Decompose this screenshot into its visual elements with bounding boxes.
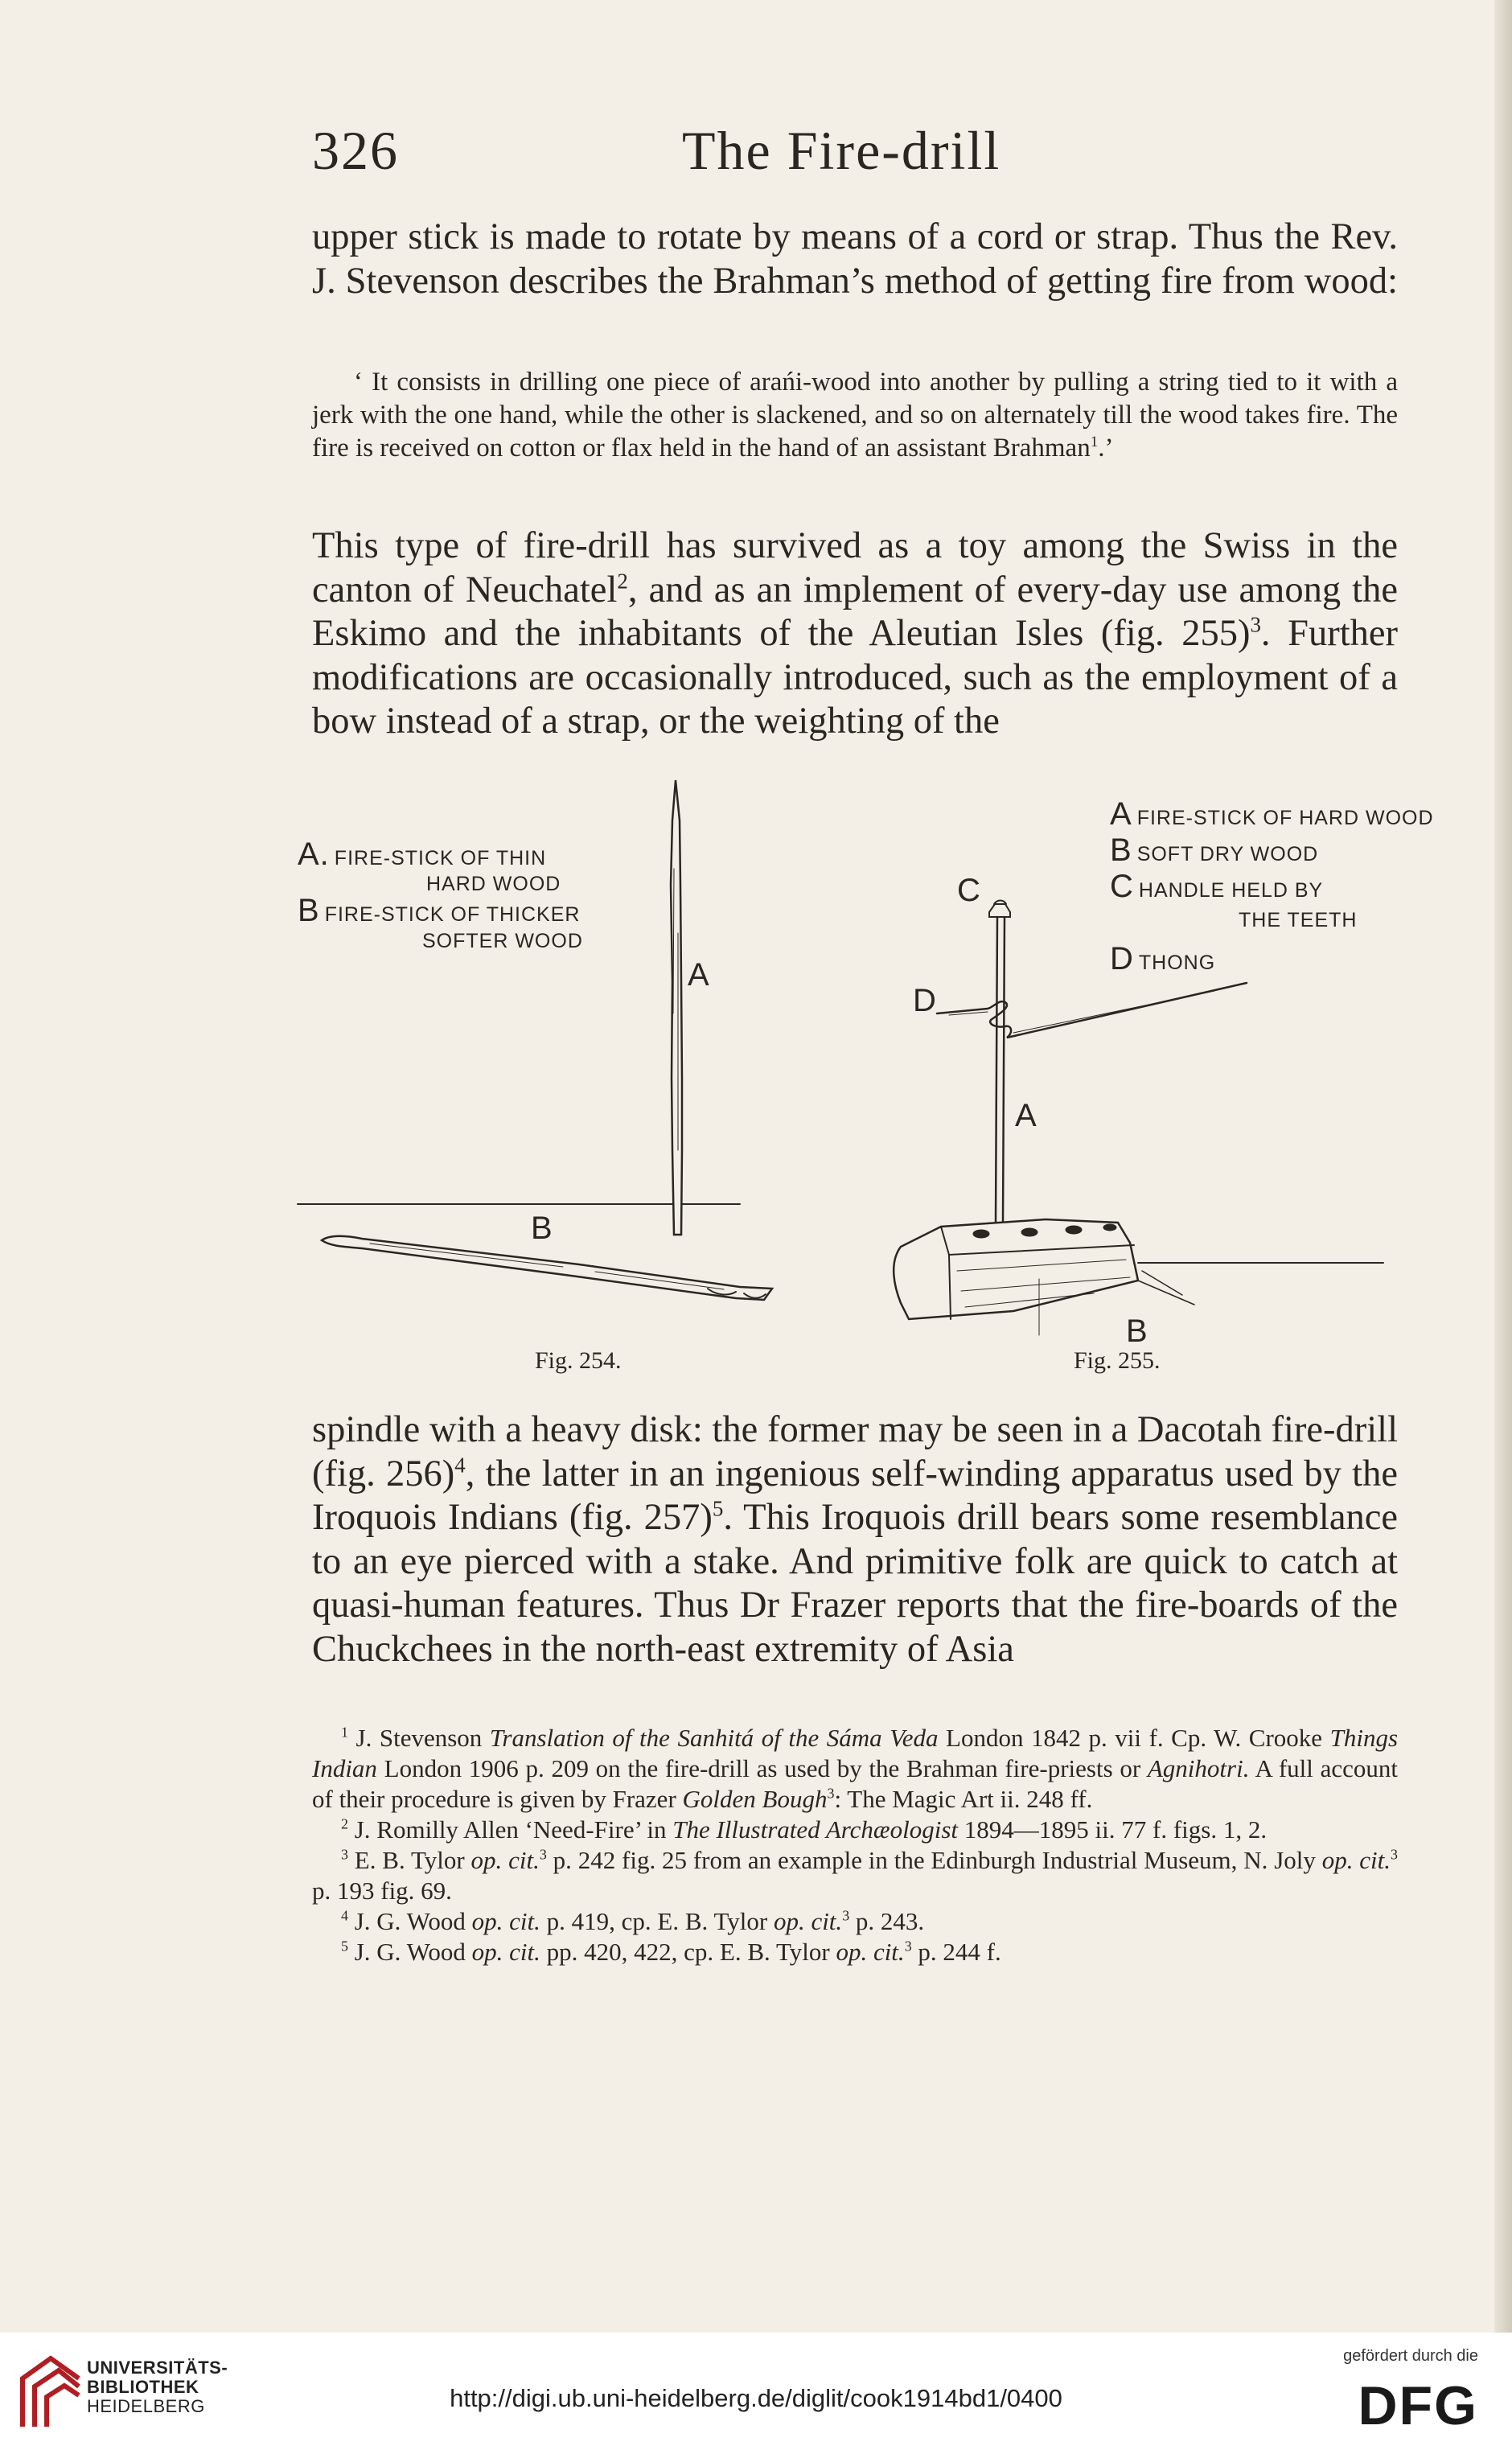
page-number: 326 [312,120,399,181]
paragraph-spindle [312,1408,1398,1671]
footnotes [312,1723,1398,1967]
footnote-ref-2: 2 [617,569,628,593]
fig255-legend-c-cont: THE TEETH [1239,909,1358,931]
fig255-caption: Fig. 255. [1074,1347,1161,1374]
fig255-legend-c: C HANDLE HELD BY [1110,869,1324,904]
paragraph-intro: upper stick is made to rotate by means of a cord or strap. Thus the Rev. J. Stevenson describes the Brahman’s method of getting fire from wood: [312,216,1398,302]
fig254-legend-b: B FIRE-STICK OF THICKER [298,893,581,928]
page-edge [1494,0,1512,2333]
para3-s1: spindle with a heavy disk: the former may be seen in a Dacotah fire-drill (fig. 256) [312,1409,1398,1494]
para3-s2: , the latter in an ingenious self-winding apparatus used by the Iroquois Indians (fig. 257) [312,1453,1398,1538]
university-library-name: UNIVERSITÄTS- BIBLIOTHEK HEIDELBERG [87,2358,228,2416]
quote-text: ‘ It consists in drilling one piece of arańi-wood into another by pulling a string tied to it with a jerk with the one hand, while the other is slackened, and so on alternately till the wood takes fire. The fire is received on cotton or flax held in the hand of an assistant Brahman [312,368,1398,462]
footnote-4: $^4$ J. G. Wood op. cit. p. 419, cp. E. B. Tylor op. cit.$^3$ p. 243. [341,1907,925,1935]
footnote-1: $^1$ J. Stevenson Translation of the Sanhitá of the Sáma Veda London 1842 p. vii f. Cp. W. Crooke Things Indian London 1906 p. 209 on the fire-drill as used by the Brahman fire-priests or Agnihotri. A full account of their procedure is given by Frazer Golden Bough$^3$: The Magic Art ii. 248 ff. [312,1724,1399,1813]
figure-fire-drills [290,772,1434,1383]
fig255-label-a: A [1015,1098,1037,1133]
running-title: The Fire-drill [682,120,1001,181]
fig254-label-b: B [531,1211,553,1246]
dfg-logo: DFG [1358,2375,1478,2436]
permalink-url[interactable]: http://digi.ub.uni-heidelberg.de/diglit/cook1914bd1/0400 [450,2384,1062,2412]
funding-note: gefördert durch die [1343,2347,1478,2365]
para2-s2: , and as an implement of every-day use among the Eskimo and the inhabitants of the Aleutian Isles (fig. 255) [312,569,1398,654]
viewer-footer [0,2333,1512,2446]
para2-s1: This type of fire-drill has survived as a toy among the Swiss in the canton of Neuchatel [312,525,1398,610]
fig255-legend-d: D THONG [1110,941,1216,976]
fig255-label-b: B [1126,1313,1148,1349]
footnote-ref-4: 4 [454,1453,466,1477]
fig255-label-c: C [957,873,980,908]
footnote-5: $^5$ J. G. Wood op. cit. pp. 420, 422, cp. E. B. Tylor op. cit.$^3$ p. 244 f. [341,1938,1001,1966]
quote-end: .’ [1098,434,1114,462]
para3-s3: . This Iroquois drill bears some resemblance to an eye pierced with a stake. And primitive folk are quick to catch at quasi-human features. Thus Dr Frazer reports that the fire-boards of the Chuckchees in the north-east extremity of Asia [312,1497,1399,1670]
para2-s3: . Further modifications are occasionally introduced, such as the employment of a bow instead of a strap, or the weighting of the [312,613,1398,742]
fig254-caption: Fig. 254. [535,1347,622,1374]
footnote-ref-3: 3 [1250,612,1261,637]
footnote-ref-1: 1 [1090,434,1099,450]
fig254-label-a: A [688,957,709,993]
footnote-2: $^2$ J. Romilly Allen ‘Need-Fire’ in The Illustrated Archæologist 1894—1895 ii. 77 f. figs. 1, 2. [341,1815,1268,1844]
running-header [312,119,1398,183]
fig254-legend-b-cont: SOFTER WOOD [422,930,583,952]
footnote-ref-5: 5 [712,1496,724,1521]
paragraph-fire-drill-types [312,524,1398,744]
fig255-label-d: D [913,983,936,1018]
fig254-legend-a-cont: HARD WOOD [426,873,561,895]
fig255-legend-b: B SOFT DRY WOOD [1110,832,1319,868]
fig255-legend-a: A FIRE-STICK OF HARD WOOD [1110,796,1434,832]
quotation-block [312,366,1398,465]
footnote-3: $^3$ E. B. Tylor op. cit.$^3$ p. 242 fig. 25 from an example in the Edinburgh Industrial Museum, N. Joly op. cit.$^3$ p. 193 fig. 69. [312,1846,1398,1905]
fig254-legend-a: A. FIRE-STICK OF THIN [298,837,547,872]
